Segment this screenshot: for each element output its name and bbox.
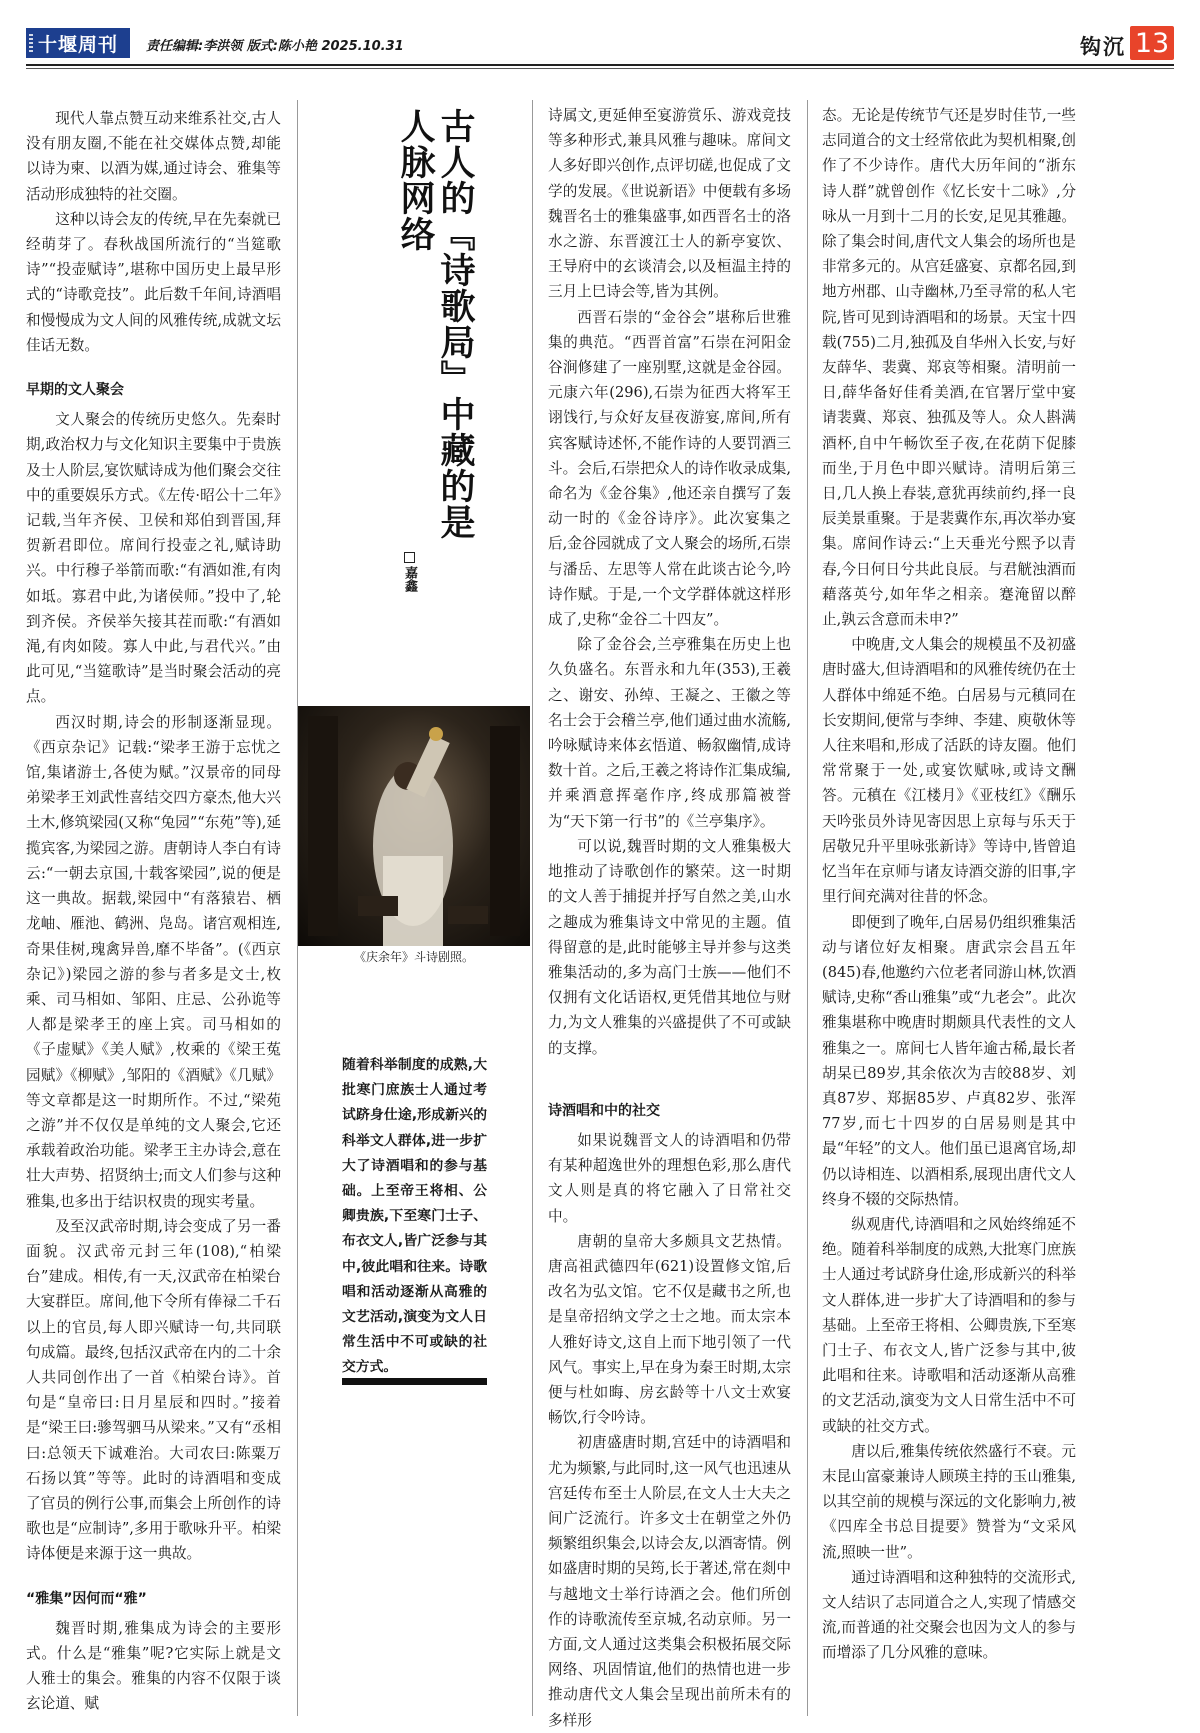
paragraph: 及至汉武帝时期,诗会变成了另一番面貌。汉武帝元封三年(108),“柏梁台”建成。相传,有一天,汉武帝在柏梁台大宴群臣。席间,他下令所有俸禄二千石以上的官员,每人即兴赋诗一句,共同联句成篇。最终,包括汉武帝在内的二十余人共同创作出了一首《柏梁台诗》。首句是“皇帝曰:日月星辰和四时。”接着是“梁王曰:骖驾驷马从梁来。”又有“丞相曰:总领天下诚难治。大司农曰:陈粟万石扬以箕”等等。此时的诗酒唱和变成了官员的例行公事,而集会上所创作的诗歌也是“应制诗”,多用于歌咏升平。柏梁诗体便是来源于这一典故。	[26, 1217, 281, 1563]
paragraph: 初唐盛唐时期,宫廷中的诗酒唱和尤为频繁,与此同时,这一风气也迅速从宫廷传布至士人阶层,在文人士大夫之间广泛流行。许多文士在朝堂之外仍频繁组织集会,以诗会友,以酒寄情。例如盛唐时期的吴筠,长于著述,常在剡中与越地文士举行诗酒之会。他们所创作的诗歌流传至京城,名动京师。另一方面,文人通过这类集会积极拓展交际网络、巩固情谊,他们的热情也进一步推动唐代文人集会呈现出前所未有的多样形	[548, 1434, 791, 1729]
byline-square-icon	[404, 552, 415, 563]
paragraph: 魏晋时期,雅集成为诗会的主要形式。什么是“雅集”呢?它实际上就是文人雅士的集会。雅集的内容不仅限于谈玄论道、赋	[26, 1619, 281, 1713]
column-divider	[807, 100, 808, 1716]
editor-credits: 责任编辑:李洪领 版式:陈小艳 2025.10.31	[146, 39, 404, 54]
pull-quote-bar	[342, 1378, 487, 1385]
paragraph: 西晋石崇的“金谷会”堪称后世雅集的典范。“西晋首富”石崇在河阳金谷涧修建了一座别墅,这就是金谷园。元康六年(296),石崇为征西大将军王诩饯行,与众好友昼夜游宴,席间,所有宾客赋诗述怀,不能作诗的人要罚酒三斗。会后,石崇把众人的诗作收录成集,命名为《金谷集》,他还亲自撰写了轰动一时的《金谷诗序》。此次宴集之后,金谷园就成了文人聚会的场所,石崇与潘岳、左思等人常在此谈古论今,吟诗作赋。于是,一个文学群体就这样形成了,史称“金谷二十四友”。	[548, 308, 791, 629]
paragraph: 态。无论是传统节气还是岁时佳节,一些志同道合的文士经常依此为契机相聚,创作了不少诗作。唐代大历年间的“浙东诗人群”就曾创作《忆长安十二咏》,分咏从一月到十二月的长安,足见其雅趣。除了集会时间,唐代文人集会的场所也是非常多元的。从宫廷盛宴、京都名园,到地方州郡、山寺幽林,乃至寻常的私人宅院,皆可见到诗酒唱和的场景。天宝十四载(755)二月,独孤及自华州入长安,与好友薛华、裴冀、郑哀等相聚。清明前一日,薛华备好佳肴美酒,在官署厅堂中宴请裴冀、郑哀、独孤及等人。众人斟满酒杯,自中午畅饮至子夜,在花荫下促膝而坐,于月色中即兴赋诗。清明后第三日,几人换上春装,意犹再续前约,择一良辰美景重聚。于是裴冀作东,再次举办宴集。席间作诗云:“上天垂光兮熙予以青春,今日何日兮共此良辰。与君觥浊酒而藉落英兮,如年华之相亲。蹇淹留以醉止,孰云含意而未申?”	[822, 107, 1076, 629]
article-column-3	[548, 103, 791, 1729]
article-title: 古人的『诗歌局』中藏的是人脉网络	[395, 108, 476, 540]
logo-decoration	[29, 34, 33, 52]
paragraph: 中晚唐,文人集会的规模虽不及初盛唐时盛大,但诗酒唱和的风雅传统仍在士人群体中绵延不绝。白居易与元稹同在长安期间,便常与李绅、李建、庾敬休等人往来唱和,形成了活跃的诗友圈。他们常常聚于一处,或宴饮赋咏,或诗文酬答。元稹在《江楼月》《亚枝红》《酬乐天吟张员外诗见寄因思上京每与乐天于居敬兄升平里咏张新诗》等诗中,皆曾追忆当年在京师与诸友诗酒交游的旧事,字里行间充满对往昔的怀念。	[822, 636, 1076, 906]
column-divider	[532, 100, 533, 1716]
article-column-4	[822, 103, 1076, 1713]
paragraph: 现代人靠点赞互动来维系社交,古人没有朋友圈,不能在社交媒体点赞,却能以诗为柬、以酒为媒,通过诗会、雅集等活动形成独特的社交圈。	[26, 110, 281, 203]
author-name: 嘉鑫	[402, 566, 417, 592]
header-rule	[26, 64, 1174, 66]
photo-illustration	[298, 706, 530, 946]
paragraph: 如果说魏晋文人的诗酒唱和仍带有某种超逸世外的理想色彩,那么唐代文人则是真的将它融入了日常社交中。	[548, 1131, 791, 1225]
subheading: “雅集”因何而“雅”	[26, 1590, 147, 1607]
drama-still-photo	[298, 706, 530, 946]
article-column-1	[26, 106, 281, 1716]
paragraph: 唐以后,雅集传统依然盛行不衰。元末昆山富豪兼诗人顾瑛主持的玉山雅集,以其空前的规模与深远的文化影响力,被《四库全书总目提要》赞誉为“文采风流,照映一世”。	[822, 1442, 1076, 1561]
paragraph: 可以说,魏晋时期的文人雅集极大地推动了诗歌创作的繁荣。这一时期的文人善于捕捉并抒写自然之美,山水之趣成为雅集诗文中常见的主题。值得留意的是,此时能够主导并参与这类雅集活动的,多为高门士族——他们不仅拥有文化话语权,更凭借其地位与财力,为文人雅集的兴盛提供了不可或缺的支撑。	[548, 837, 791, 1057]
subheading: 诗酒唱和中的社交	[548, 1102, 660, 1119]
pull-quote: 随着科举制度的成熟,大批寒门庶族士人通过考试跻身仕途,形成新兴的科举文人群体,进一步扩大了诗酒唱和的参与基础。上至帝王将相、公卿贵族,下至寒门士子、布衣文人,皆广泛参与其中,彼此唱和往来。诗歌唱和活动逐渐从高雅的文艺活动,演变为文人日常生活中不可或缺的社交方式。	[342, 1057, 487, 1376]
paragraph: 文人聚会的传统历史悠久。先秦时期,政治权力与文化知识主要集中于贵族及士人阶层,宴饮赋诗成为他们聚会交往中的重要娱乐方式。《左传·昭公十二年》记载,当年齐侯、卫侯和郑伯到晋国,拜贺新君即位。席间行投壶之礼,赋诗助兴。中行穆子举箭而歌:“有酒如淮,有肉如坻。寡君中此,为诸侯师。”投中了,轮到齐侯。齐侯举矢接其茬而歌:“有酒如渑,有肉如陵。寡人中此,与君代兴。”由此可见,“当筵歌诗”是当时聚会活动的亮点。	[26, 411, 281, 706]
paragraph: 纵观唐代,诗酒唱和之风始终绵延不绝。随着科举制度的成熟,大批寒门庶族士人通过考试跻身仕途,形成新兴的科举文人群体,进一步扩大了诗酒唱和的参与基础。上至帝王将相、公卿贵族,下至寒门士子、布衣文人,皆广泛参与其中,彼此唱和往来。诗歌唱和活动逐渐从高雅的文艺活动,演变为文人日常生活中不可或缺的社交方式。	[822, 1215, 1076, 1435]
newspaper-logo	[26, 28, 130, 58]
page-header	[26, 26, 1174, 60]
paragraph: 即便到了晚年,白居易仍组织雅集活动与诸位好友相聚。唐武宗会昌五年(845)春,他邀约六位老者同游山林,饮酒赋诗,史称“香山雅集”或“九老会”。此次雅集堪称中晚唐时期颇具代表性的文人雅集之一。席间七人皆年逾古稀,最长者胡杲已89岁,其余依次为吉皎88岁、刘真87岁、郑据85岁、卢真82岁、张浑77岁,而七十四岁的白居易则是其中最“年轻”的文人。他们虽已退离官场,却仍以诗相连、以酒相系,展现出唐代文人终身不辍的交际热情。	[822, 913, 1076, 1208]
header-rule-thin	[26, 68, 1174, 69]
logo-text: 十堰周刊	[37, 33, 118, 56]
paragraph: 通过诗酒唱和这种独特的交流形式,文人结识了志同道合之人,实现了情感交流,而普通的社交聚会也因为文人的参与而增添了几分风雅的意味。	[822, 1568, 1076, 1662]
page-number: 13	[1130, 26, 1174, 60]
paragraph: 除了金谷会,兰亭雅集在历史上也久负盛名。东晋永和九年(353),王羲之、谢安、孙绰、王凝之、王徽之等名士会于会稽兰亭,他们通过曲水流觞,吟咏赋诗来体玄悟道、畅叙幽情,成诗数十首。之后,王羲之将诗作汇集成编,并乘酒意挥毫作序,终成那篇被誉为“天下第一行书”的《兰亭集序》。	[548, 636, 791, 830]
subheading: 早期的文人聚会	[26, 382, 124, 399]
paragraph: 唐朝的皇帝大多颇具文艺热情。唐高祖武德四年(621)设置修文馆,后改名为弘文馆。它不仅是藏书之所,也是皇帝招纳文学之士之地。而太宗本人雅好诗文,这自上而下地引领了一代风气。事实上,早在身为秦王时期,太宗便与杜如晦、房玄龄等十八文士欢宴畅饮,行令吟诗。	[548, 1232, 791, 1427]
section-name: 钩沉	[1080, 35, 1126, 59]
paragraph: 西汉时期,诗会的形制逐渐显现。《西京杂记》记载:“梁孝王游于忘忧之馆,集诸游士,各使为赋。”汉景帝的同母弟梁孝王刘武性喜结交四方豪杰,他大兴土木,修筑梁园(又称“兔园”“东苑”等),延揽宾客,为梁园之游。唐朝诗人李白有诗云:“一朝去京国,十载客梁园”,说的便是这一典故。据载,梁园中“有落猿岩、栖龙岫、雁池、鹤洲、凫岛。诸宫观相连,奇果佳树,瑰禽异兽,靡不毕备”。(《西京杂记》)梁园之游的参与者多是文士,枚乘、司马相如、邹阳、庄忌、公孙诡等人都是梁孝王的座上宾。司马相如的《子虚赋》《美人赋》,枚乘的《梁王菟园赋》《柳赋》,邹阳的《酒赋》《几赋》等文章都是这一时期所作。不过,“梁苑之游”并不仅仅是单纯的文人聚会,它还承载着政治功能。梁孝王主办诗会,意在壮大声势、招贤纳士;而文人们参与这种雅集,也多出于结识权贵的现实考量。	[26, 713, 281, 1210]
paragraph: 诗属文,更延伸至宴游赏乐、游戏竞技等多种形式,兼具风雅与趣味。席间文人多好即兴创作,点评切磋,也促成了文学的发展。《世说新语》中便载有多场魏晋名士的雅集盛事,如西晋名士的洛水之游、东晋渡江士人的新亭宴饮、王导府中的玄谈清会,以及桓温主持的三月上巳诗会等,皆为其例。	[548, 107, 791, 301]
photo-caption: 《庆余年》斗诗剧照。	[353, 950, 474, 964]
paragraph: 这种以诗会友的传统,早在先秦就已经萌芽了。春秋战国所流行的“当筵歌诗”“投壶赋诗”,堪称中国历史上最早形式的“诗歌竞技”。此后数千年间,诗酒唱和慢慢成为文人间的风雅传统,成就文坛佳话无数。	[26, 210, 281, 354]
byline	[400, 552, 419, 592]
